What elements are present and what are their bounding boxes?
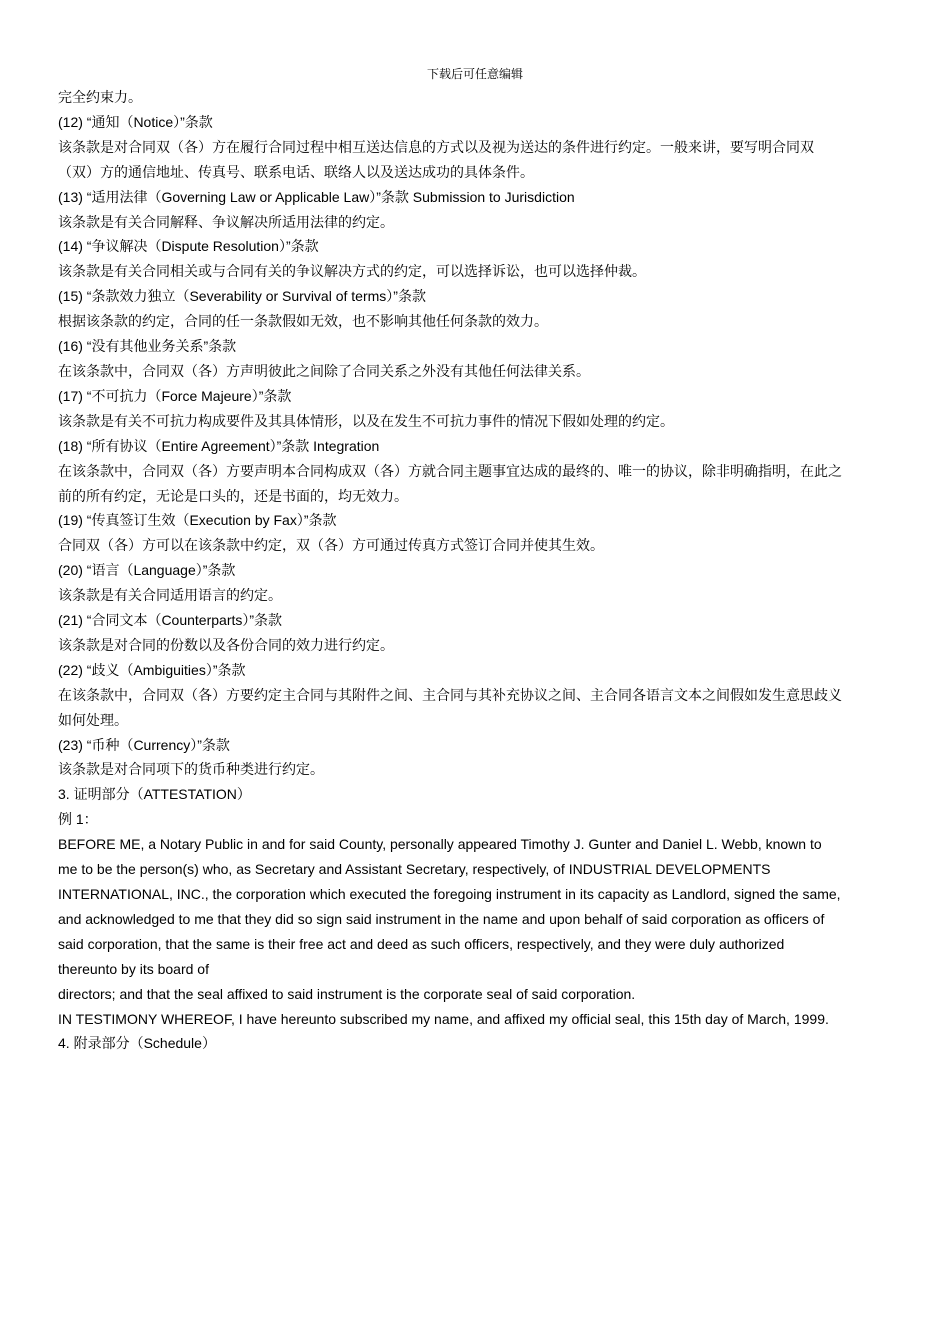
text-line: 根据该条款的约定，合同的任一条款假如无效，也不影响其他任何条款的效力。 [58, 313, 548, 330]
clause-heading-execution-by-fax: (19) “传真签订生效（Execution by Fax）”条款 [58, 512, 337, 529]
clause-heading-dispute-resolution: (14) “争议解决（Dispute Resolution）”条款 [58, 238, 319, 255]
text-line: 在该条款中，合同双（各）方要约定主合同与其附件之间、主合同与其补充协议之间、主合同各语言文本之间假如发生意思歧义 [58, 686, 842, 703]
text-line: 该条款是对合同双（各）方在履行合同过程中相互送达信息的方式以及视为送达的条件进行约定。一般来讲，要写明合同双 [58, 138, 814, 155]
text-line: thereunto by its board of [58, 960, 209, 977]
clause-heading-currency: (23) “币种（Currency）”条款 [58, 736, 230, 753]
text-line: BEFORE ME, a Notary Public in and for said County, personally appeared Timothy J. Gunter and Daniel L. Webb, known to [58, 836, 822, 853]
text-line: 完全约束力。 [58, 89, 142, 105]
clause-heading-entire-agreement: (18) “所有协议（Entire Agreement）”条款 Integration [58, 437, 380, 454]
text-line: 在该条款中，合同双（各）方要声明本合同构成双（各）方就合同主题事宜达成的最终的、唯一的协议，除非明确指明，在此之 [58, 462, 842, 479]
text-line: 合同双（各）方可以在该条款中约定，双（各）方可通过传真方式签订合同并使其生效。 [58, 537, 604, 554]
text-line: and acknowledged to me that they did so sign said instrument in the name and upon behalf of said corporation as officers of [58, 910, 825, 927]
section-heading-attestation: 3. 证明部分（ATTESTATION） [58, 786, 251, 803]
text-line: 在该条款中，合同双（各）方声明彼此之间除了合同关系之外没有其他任何法律关系。 [58, 362, 590, 379]
text-line: 该条款是对合同的份数以及各份合同的效力进行约定。 [58, 636, 394, 653]
text-line: （双）方的通信地址、传真号、联系电话、联络人以及送达成功的具体条件。 [58, 163, 534, 180]
text-line: said corporation, that the same is their free act and deed as such officers, respectively, and they were duly authorized [58, 935, 785, 952]
document-body [58, 85, 868, 1056]
text-line: 如何处理。 [58, 711, 128, 728]
example-label: 例 1： [58, 811, 98, 828]
clause-heading-force-majeure: (17) “不可抗力（Force Majeure）”条款 [58, 387, 292, 404]
clause-heading-no-other-relationship: (16) “没有其他业务关系”条款 [58, 338, 237, 355]
text-line: me to be the person(s) who, as Secretary and Assistant Secretary, respectively, of INDUSTRIAL DEVELOPMENTS [58, 861, 771, 878]
clause-heading-counterparts: (21) “合同文本（Counterparts）”条款 [58, 612, 283, 629]
section-heading-schedule: 4. 附录部分（Schedule） [58, 1035, 216, 1052]
text-line: directors; and that the seal affixed to said instrument is the corporate seal of said corporation. [58, 985, 636, 1002]
text-line: 该条款是对合同项下的货币种类进行约定。 [58, 761, 324, 778]
page-header: 下载后可任意编辑 [426, 67, 523, 81]
text-line: 该条款是有关合同适用语言的约定。 [58, 587, 282, 604]
clause-heading-severability: (15) “条款效力独立（Severability or Survival of terms）”条款 [58, 288, 426, 305]
text-line: 前的所有约定，无论是口头的，还是书面的，均无效力。 [58, 487, 408, 504]
text-line: 该条款是有关不可抗力构成要件及其具体情形，以及在发生不可抗力事件的情况下假如处理的约定。 [58, 412, 674, 429]
text-line: IN TESTIMONY WHEREOF, I have hereunto subscribed my name, and affixed my official seal, this 15th day of March, 1999. [58, 1010, 829, 1027]
text-line: INTERNATIONAL, INC., the corporation which executed the foregoing instrument in its capacity as Landlord, signed the same, [58, 886, 841, 902]
clause-heading-ambiguities: (22) “歧义（Ambiguities）”条款 [58, 661, 246, 678]
clause-heading-notice: (12) “通知（Notice）”条款 [58, 113, 213, 130]
clause-heading-language: (20) “语言（Language）”条款 [58, 562, 236, 579]
text-line: 该条款是有关合同相关或与合同有关的争议解决方式的约定，可以选择诉讼，也可以选择仲裁。 [58, 263, 646, 280]
clause-heading-governing-law: (13) “适用法律（Governing Law or Applicable Law）”条款 Submission to Jurisdiction [58, 188, 575, 205]
text-line: 该条款是有关合同解释、争议解决所适用法律的约定。 [58, 213, 394, 230]
